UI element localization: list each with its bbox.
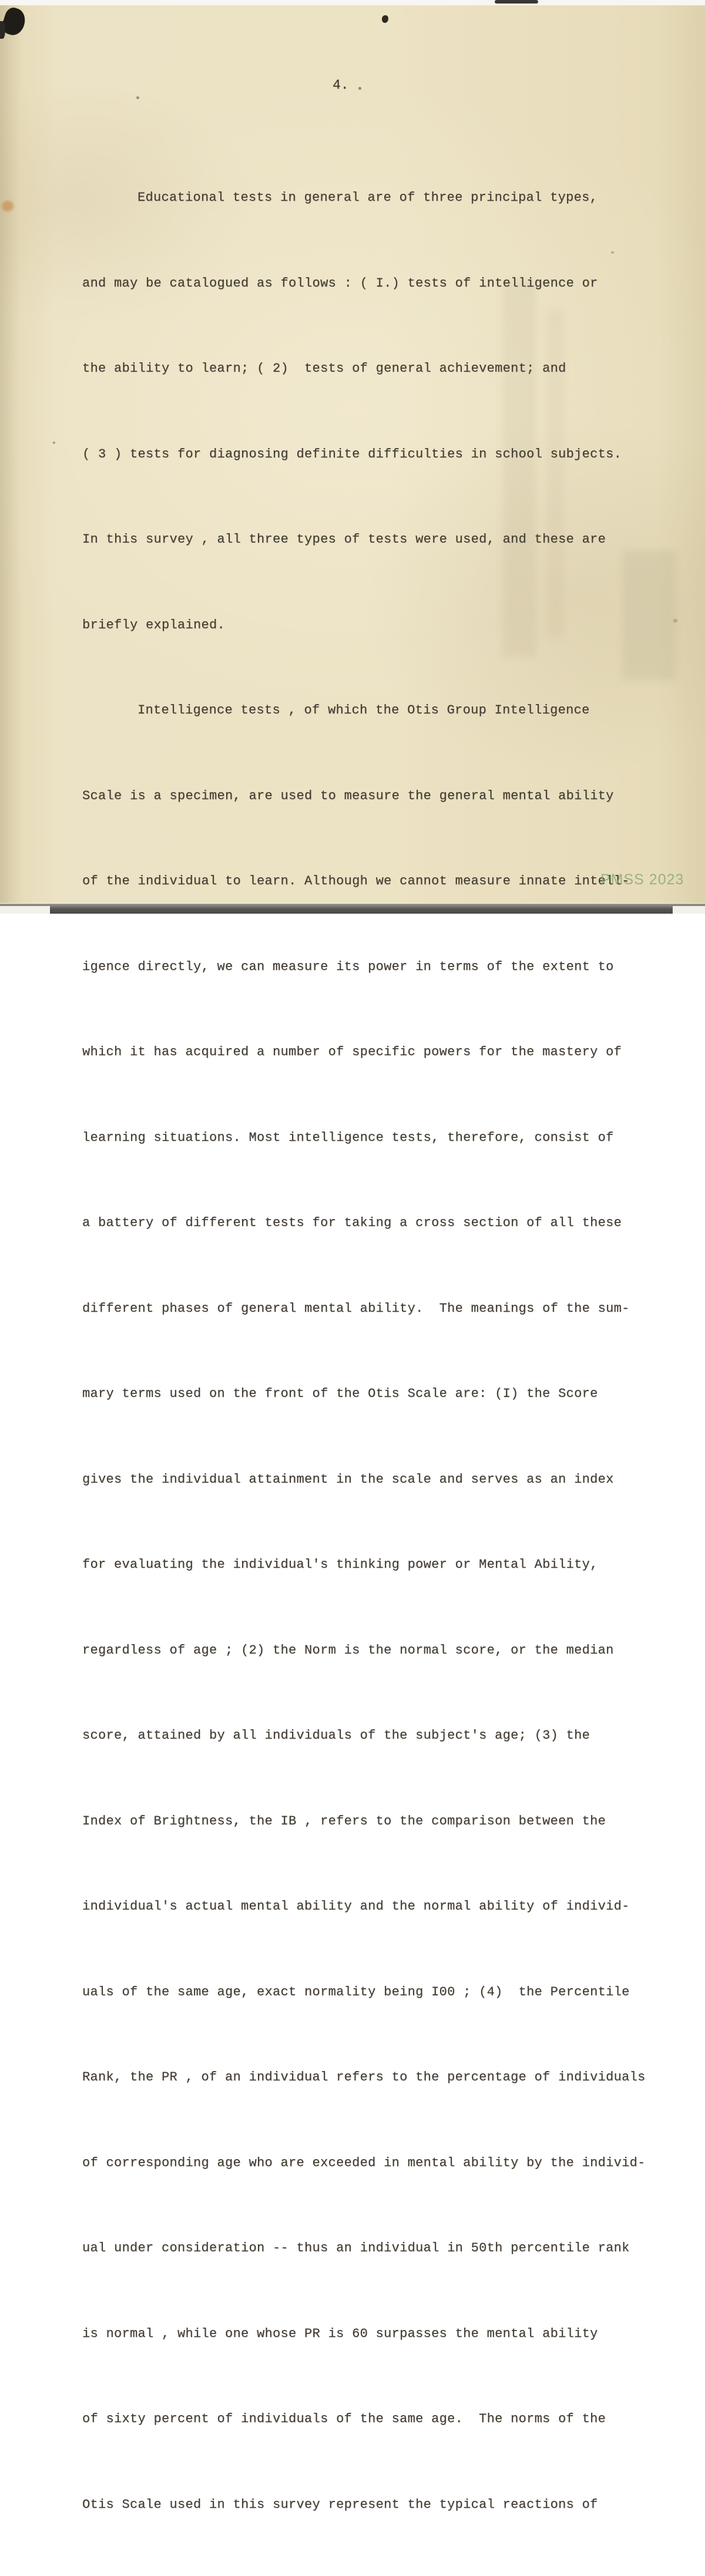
- text-line: mary terms used on the front of the Otis Scale are: (I) the Score: [82, 1386, 598, 1401]
- text-line: learning situations. Most intelligence tests, therefore, consist of: [82, 1130, 614, 1145]
- text-line: In this survey , all three types of tests were used, and these are: [82, 532, 606, 547]
- text-line: gives the individual attainment in the scale and serves as an index: [82, 1471, 614, 1487]
- text-line: Scale is a specimen, are used to measure the general mental ability: [82, 788, 614, 803]
- text-line: score, attained by all individuals of the subject's age; (3) the: [82, 1728, 590, 1743]
- scan-speck: [136, 96, 139, 99]
- text-line: uals of the same age, exact normality being I00 ; (4) the Percentile: [82, 1984, 630, 1999]
- text-line: of the individual to learn. Although we cannot measure innate intell-: [82, 874, 630, 888]
- text-line: Index of Brightness, the IB , refers to the comparison between the: [82, 1813, 606, 1829]
- scan-speck: [53, 442, 55, 444]
- text-line: and may be catalogued as follows : ( I.) tests of intelligence or: [82, 275, 598, 291]
- text-line: individual's actual mental ability and the normal ability of individ-: [82, 1899, 630, 1914]
- scan-corner: [673, 906, 705, 914]
- text-line: Otis Scale used in this survey represent the typical reactions of: [82, 2497, 598, 2512]
- scan-speck: [358, 87, 361, 90]
- text-line: Rank, the PR , of an individual refers to the percentage of individuals: [82, 2070, 646, 2085]
- text-line: a battery of different tests for taking a cross section of all these: [82, 1215, 622, 1230]
- watermark: PMSS 2023: [600, 871, 684, 888]
- paper-sheet: [0, 5, 705, 2512]
- scan-corner: [0, 906, 50, 914]
- text-line: regardless of age ; (2) the Norm is the normal score, or the median: [82, 1642, 614, 1658]
- text-line: of sixty percent of individuals of the same age. The norms of the: [82, 2412, 606, 2426]
- scan-edge-top: [0, 0, 705, 5]
- text-line: of corresponding age who are exceeded in mental ability by the individ-: [82, 2155, 646, 2170]
- text-line: Intelligence tests , of which the Otis Group Intelligence: [137, 703, 590, 718]
- text-line: igence directly, we can measure its power in terms of the extent to: [82, 959, 614, 974]
- text-line: briefly explained.: [82, 617, 226, 632]
- text-line: is normal , while one whose PR is 60 surpasses the mental ability: [82, 2326, 598, 2341]
- text-line: which it has acquired a number of specific powers for the mastery of: [82, 1045, 622, 1059]
- scan-speck: [673, 619, 677, 622]
- text-line: Educational tests in general are of three principal types,: [137, 190, 598, 205]
- scan-edge-bottom: [0, 904, 705, 914]
- page-number: 4.: [333, 78, 349, 93]
- text-line: the ability to learn; ( 2) tests of general achievement; and: [82, 361, 566, 376]
- text-line: for evaluating the individual's thinking power or Mental Ability,: [82, 1557, 598, 1572]
- paper-stain: [2, 201, 14, 211]
- text-line: ( 3 ) tests for diagnosing definite difficulties in school subjects.: [82, 446, 622, 462]
- text-line: different phases of general mental ability. The meanings of the sum-: [82, 1301, 630, 1316]
- document-text: [82, 127, 664, 2576]
- text-line: ual under consideration -- thus an individual in 50th percentile rank: [82, 2241, 630, 2255]
